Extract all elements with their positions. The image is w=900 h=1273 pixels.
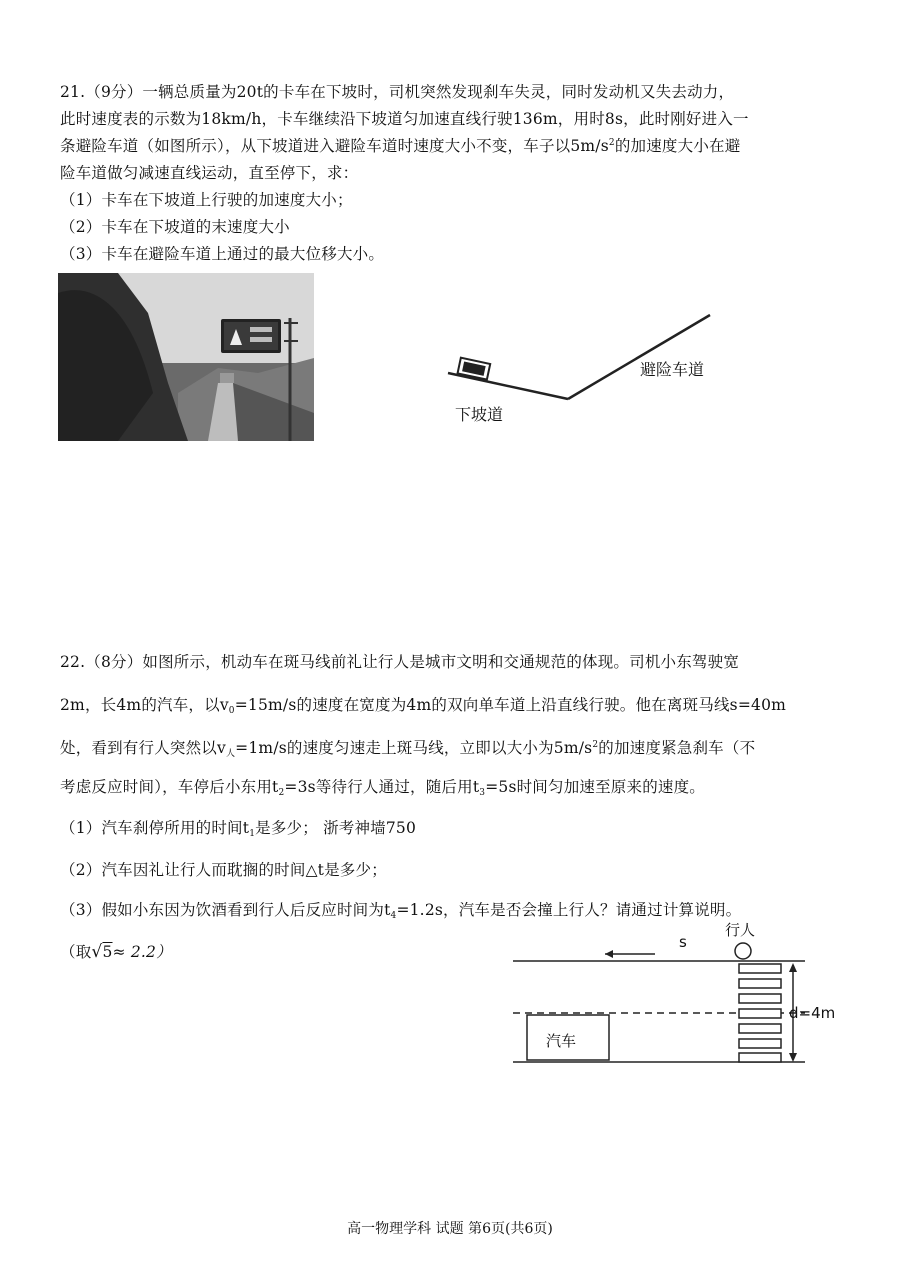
q22-part-3: （3）假如小东因为饮酒看到行人后反应时间为$t_4=1.2s$，汽车是否会撞上行人？请通过计算说明。 <box>60 901 742 921</box>
q22-line-1: 22.（8分）如图所示，机动车在斑马线前礼让行人是城市文明和交通规范的体现。司机小东驾驶宽 <box>60 653 740 671</box>
q22-line-3: 处，看到有行人突然以$v_人=1m/s$的速度匀速走上斑马线，立即以大小为$5m/s^2$的加速度紧急刹车（不 <box>60 739 756 759</box>
escape-lane-photo <box>58 273 314 441</box>
crosswalk-stripes <box>739 964 781 1062</box>
q22-part-2: （2）汽车因礼让行人而耽搁的时间△t是多少； <box>60 861 387 879</box>
q22-part-1: （1）汽车刹停所用的时间$t_1$是多少； 浙考神墙750 <box>60 819 417 839</box>
q22-line-4: 考虑反应时间），车停后小东用$t_2=3s$等待行人通过，随后用$t_3=5s$时间匀加速至原来的速度。 <box>60 778 706 798</box>
q21-line-3: 条避险车道（如图所示），从下坡道进入避险车道时速度大小不变，车子以$5m/s^2$的加速度大小在避 <box>60 137 741 155</box>
q21-line-4: 险车道做匀减速直线运动，直至停下，求： <box>60 164 359 182</box>
pedestrian-icon <box>735 943 751 959</box>
car-label: 汽车 <box>546 1032 577 1050</box>
downhill-road-label: 下坡道 <box>455 405 504 424</box>
escape-lane-label: 避险车道 <box>640 360 705 379</box>
q21-part-3: （3）卡车在避险车道上通过的最大位移大小。 <box>60 245 385 263</box>
q22-line-2: 2m，长4m的汽车，以$v_0=15m/s$的速度在宽度为4m的双向单车道上沿直线行驶。他在离斑马线s=40m <box>60 696 787 716</box>
slope-diagram <box>440 305 730 405</box>
crosswalk-diagram <box>505 915 845 1075</box>
q21-part-2: （2）卡车在下坡道的末速度大小 <box>60 218 290 236</box>
pedestrian-label: 行人 <box>725 921 756 939</box>
d-label: d=4m <box>789 1004 836 1022</box>
downhill-road-line <box>448 373 568 399</box>
s-label: s <box>679 933 687 951</box>
q22-hint: （取√5≈ 2.2） <box>60 942 172 962</box>
page-footer: 高一物理学科 试题 第6页(共6页) <box>347 1221 553 1237</box>
q21-part-1: （1）卡车在下坡道上行驶的加速度大小； <box>60 191 353 209</box>
q21-line-2: 此时速度表的示数为18km/h，卡车继续沿下坡道匀加速直线行驶136m，用时8s，此时刚好进入一 <box>60 110 749 128</box>
q21-line-1: 21.（9分）一辆总质量为20t的卡车在下坡时，司机突然发现刹车失灵，同时发动机又失去动力， <box>60 83 735 101</box>
